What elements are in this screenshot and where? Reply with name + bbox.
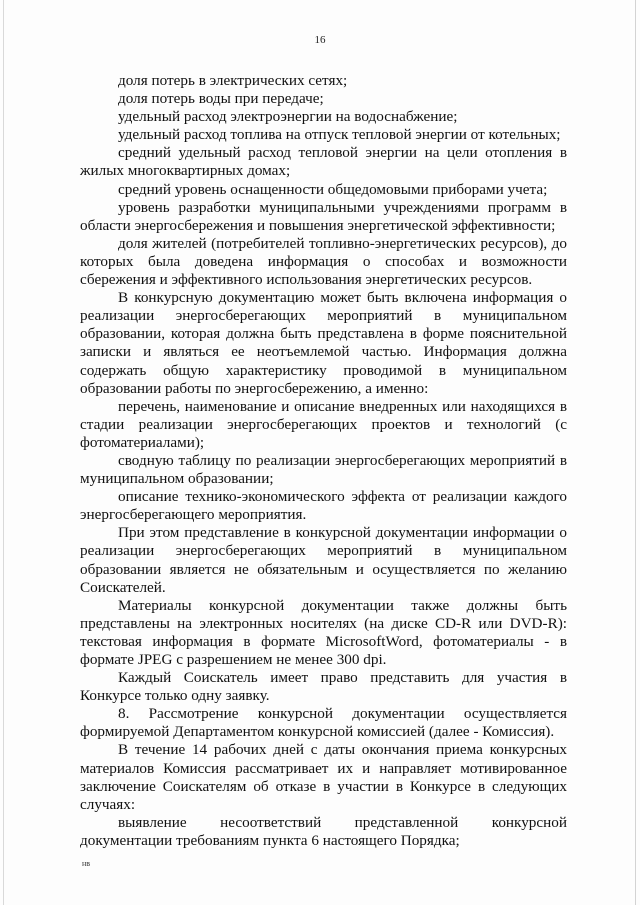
- paragraph: Каждый Соискатель имеет право представить для участия в Конкурсе только одну заявку.: [80, 669, 567, 705]
- footer-initials: нв: [82, 859, 91, 868]
- paragraph: Материалы конкурсной документации также должны быть представлены на электронных носителях (на диске CD-R или DVD-R): текстовая информация в формате MicrosoftWord, фотоматериалы - в формате JPEG с разрешением не менее 300 dpi.: [80, 596, 567, 668]
- paragraph: перечень, наименование и описание внедренных или находящихся в стадии реализации энергосберегающих проектов и технологий (с фотоматериалами);: [80, 397, 567, 451]
- paragraph: выявление несоответствий представленной конкурсной документации требованиям пункта 6 настоящего Порядка;: [80, 813, 567, 849]
- page-edge-left: [3, 0, 4, 905]
- paragraph: В течение 14 рабочих дней с даты окончания приема конкурсных материалов Комиссия рассматривает их и направляет мотивированное заключение Соискателям об отказе в участии в Конкурсе в следующих случаях:: [80, 741, 567, 813]
- paragraph: доля жителей (потребителей топливно-энергетических ресурсов), до которых была доведена информация о способах и возможности сбережения и эффективного использования энергетических ресурсов.: [80, 234, 567, 289]
- paragraph: описание технико-экономического эффекта от реализации каждого энергосберегающего мероприятия.: [80, 488, 567, 524]
- paragraph: сводную таблицу по реализации энергосберегающих мероприятий в муниципальном образовании;: [80, 451, 567, 488]
- page-edge-right: [635, 0, 636, 905]
- paragraph: 8. Рассмотрение конкурсной документации осуществляется формируемой Департаментом конкурсной комиссией (далее - Комиссия).: [80, 705, 567, 741]
- paragraph: удельный расход топлива на отпуск тепловой энергии от котельных;: [118, 126, 561, 144]
- paragraph: В конкурсную документацию может быть включена информация о реализации энергосберегающих мероприятий в муниципальном образовании, которая должна быть представлена в форме пояснительной записки и являться ее неотъемлемой частью. Информация должна содержать общую характеристику проводимой в муниципальном образовании работы по энергосбережению, а именно:: [80, 289, 567, 397]
- paragraph: средний уровень оснащенности общедомовыми приборами учета;: [118, 180, 548, 198]
- paragraph: удельный расход электроэнергии на водоснабжение;: [118, 108, 458, 126]
- paragraph: При этом представление в конкурсной документации информации о реализации энергосберегающих мероприятий в муниципальном образовании является не обязательным и осуществляется по желанию Соискателей.: [80, 524, 567, 596]
- paragraph: доля потерь воды при передаче;: [118, 90, 324, 108]
- paragraph: доля потерь в электрических сетях;: [118, 72, 348, 89]
- paragraph: уровень разработки муниципальными учреждениями программ в области энергосбережения и повышения энергетической эффективности;: [80, 198, 567, 234]
- paragraph: средний удельный расход тепловой энергии на цели отопления в жилых многоквартирных домах;: [80, 144, 567, 180]
- document-body: [80, 72, 567, 850]
- page-number: 16: [314, 34, 326, 46]
